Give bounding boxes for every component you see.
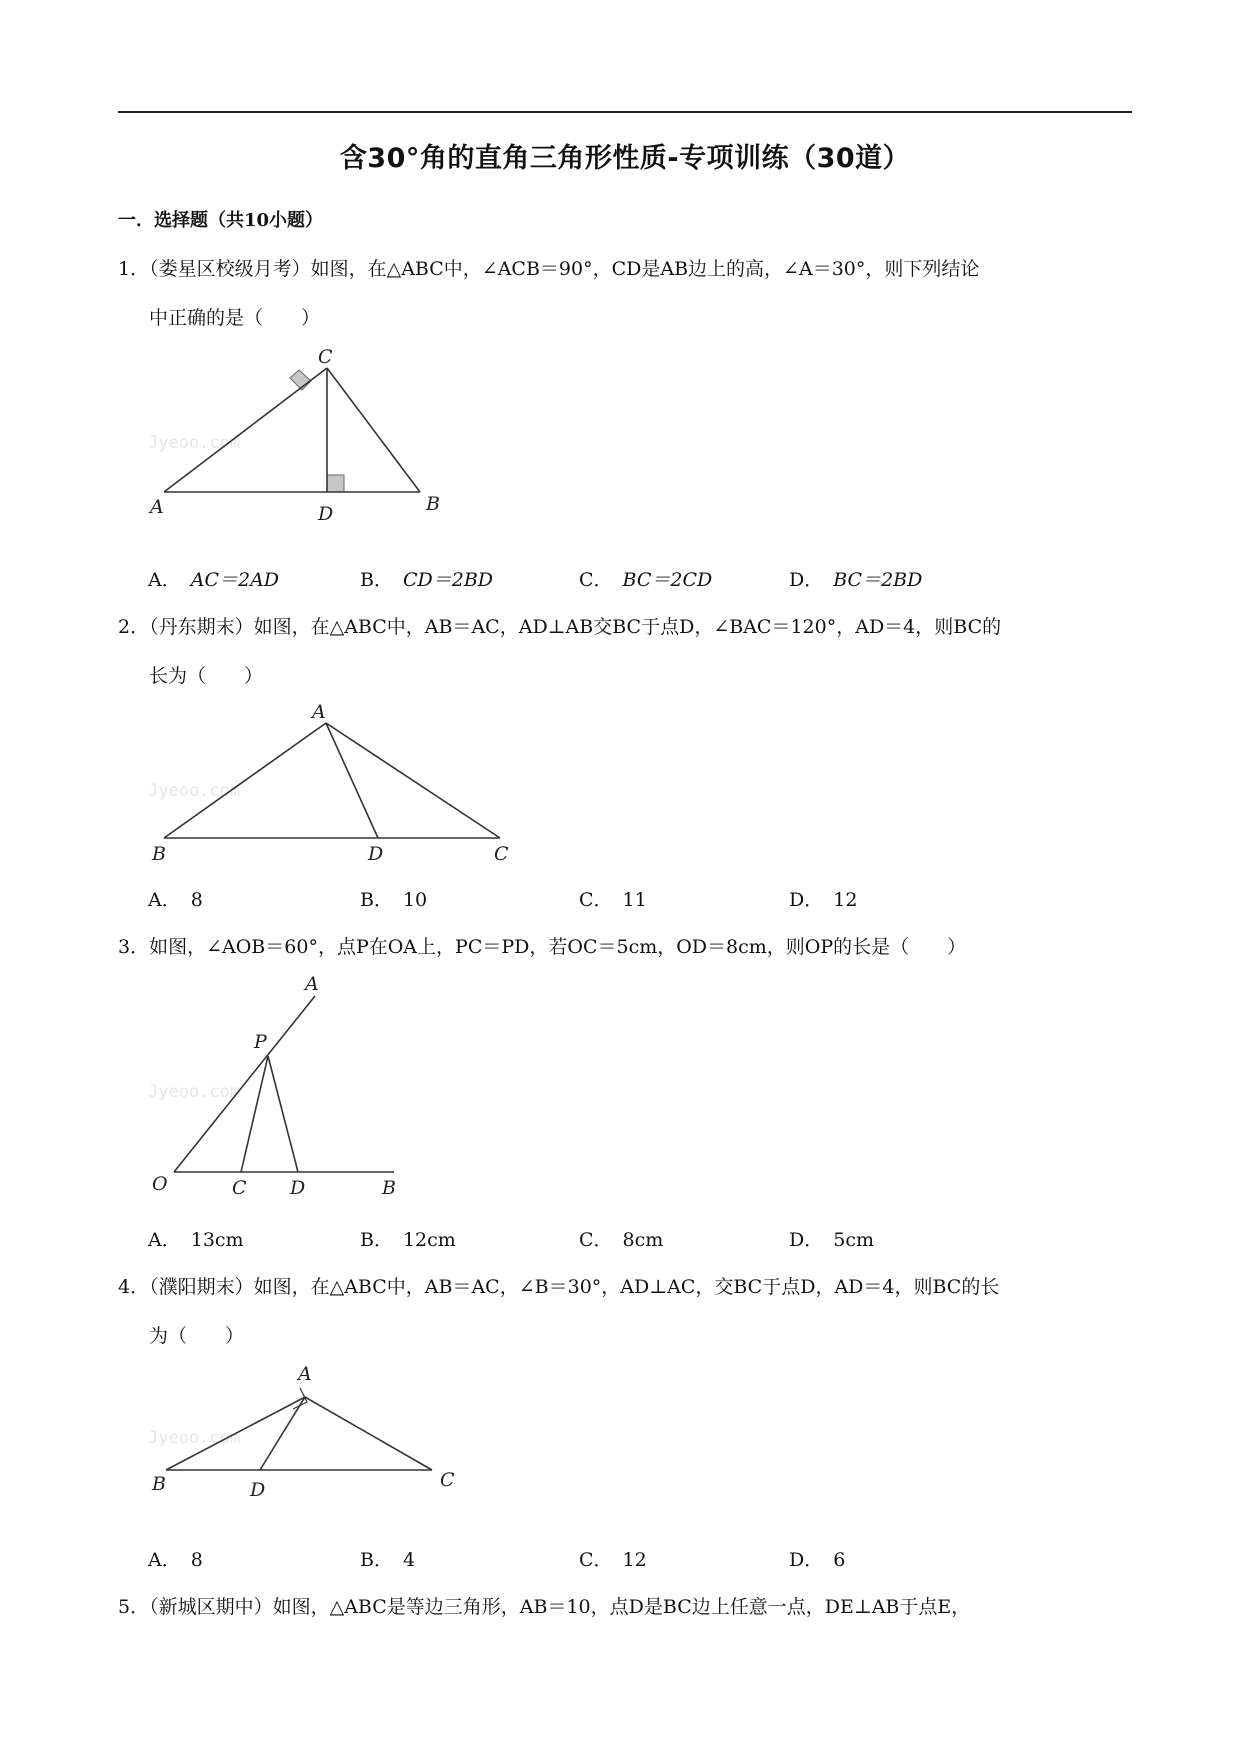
question-number: 4． [118, 1276, 150, 1298]
point-label-a: A [312, 701, 326, 723]
question-4-line-2: 为（ ） [149, 1325, 245, 1347]
point-label-a: A [298, 1363, 312, 1385]
question-2-line-1 [118, 612, 1134, 639]
option-c[interactable]: C． 12 [579, 1549, 647, 1571]
segment-pd [268, 1056, 298, 1172]
point-label-b: B [152, 1473, 166, 1495]
option-a[interactable]: A． 13cm [148, 1229, 244, 1251]
figure-q2 [140, 700, 540, 865]
point-label-a: A [150, 496, 164, 518]
point-label-d: D [368, 843, 384, 865]
point-label-d: D [318, 503, 334, 525]
question-text: 如图，∠AOB＝60°，点P在OA上，PC＝PD，若OC＝5cm，OD＝8cm，则OP的长是（ ） [149, 936, 967, 958]
right-angle-mark-d [327, 475, 344, 492]
option-c[interactable]: C． 11 [579, 889, 647, 911]
question-number: 3． [118, 936, 150, 958]
option-a[interactable]: A． 8 [148, 1549, 203, 1571]
point-label-d: D [290, 1177, 306, 1199]
point-label-b: B [426, 493, 440, 515]
question-text: （新城区期中）如图，△ABC是等边三角形，AB＝10，点D是BC边上任意一点，DE⊥AB于点E， [149, 1596, 971, 1618]
option-b[interactable]: B． 10 [360, 889, 428, 911]
question-number: 1． [118, 258, 150, 280]
question-number: 2． [118, 616, 150, 638]
point-label-b: B [152, 843, 166, 865]
point-label-a: A [305, 973, 319, 995]
point-label-p: P [254, 1031, 267, 1053]
point-label-d: D [250, 1479, 266, 1501]
option-b[interactable]: B． 4 [360, 1549, 416, 1571]
question-1-line-1 [118, 254, 1134, 281]
question-3-line-1 [118, 932, 1134, 959]
question-5-line-1 [118, 1592, 1134, 1619]
segment-ac [305, 1397, 432, 1470]
point-label-b: B [382, 1177, 396, 1199]
watermark: Jyeoo.com [148, 1082, 241, 1102]
header-rule [118, 111, 1132, 113]
figure-q4 [140, 1360, 470, 1510]
watermark: Jyeoo.com [148, 1428, 241, 1448]
option-d[interactable]: D． 6 [789, 1549, 846, 1571]
figure-q1 [140, 340, 460, 525]
segment-ac [164, 368, 327, 492]
watermark: Jyeoo.com [148, 433, 241, 453]
option-a[interactable]: A． 8 [148, 889, 203, 911]
option-b[interactable]: B． CD＝2BD [360, 569, 494, 591]
point-label-c: C [494, 843, 509, 865]
section-heading: 一．选择题（共10小题） [118, 210, 324, 231]
question-2-line-2: 长为（ ） [149, 665, 264, 687]
option-b[interactable]: B． 12cm [360, 1229, 456, 1251]
watermark: Jyeoo.com [148, 781, 241, 801]
question-4-line-1 [118, 1272, 1134, 1299]
point-label-c: C [318, 346, 333, 368]
question-text: （娄星区校级月考）如图，在△ABC中，∠ACB＝90°，CD是AB边上的高，∠A＝30°，则下列结论 [149, 258, 980, 280]
point-label-c: C [440, 1469, 455, 1491]
question-text: （濮阳期末）如图，在△ABC中，AB＝AC，∠B＝30°，AD⊥AC，交BC于点D，AD＝4，则BC的长 [149, 1276, 1000, 1298]
option-c[interactable]: C． BC＝2CD [579, 569, 713, 591]
right-angle-mark-c [290, 370, 311, 390]
point-label-c: C [232, 1177, 247, 1199]
segment-pc [241, 1056, 268, 1172]
option-d[interactable]: D． 5cm [789, 1229, 874, 1251]
option-d[interactable]: D． 12 [789, 889, 858, 911]
page-title: 含30°角的直角三角形性质-专项训练（30道） [339, 143, 911, 174]
option-a[interactable]: A． AC＝2AD [148, 569, 280, 591]
question-1-line-2: 中正确的是（ ） [149, 307, 321, 329]
option-c[interactable]: C． 8cm [579, 1229, 664, 1251]
figure-q3 [140, 970, 420, 1200]
point-label-o: O [152, 1173, 168, 1195]
question-text: （丹东期末）如图，在△ABC中，AB＝AC，AD⊥AB交BC于点D，∠BAC＝120°，AD＝4，则BC的 [149, 616, 1002, 638]
segment-bc [327, 368, 420, 492]
option-d[interactable]: D． BC＝2BD [789, 569, 923, 591]
question-number: 5． [118, 1596, 150, 1618]
